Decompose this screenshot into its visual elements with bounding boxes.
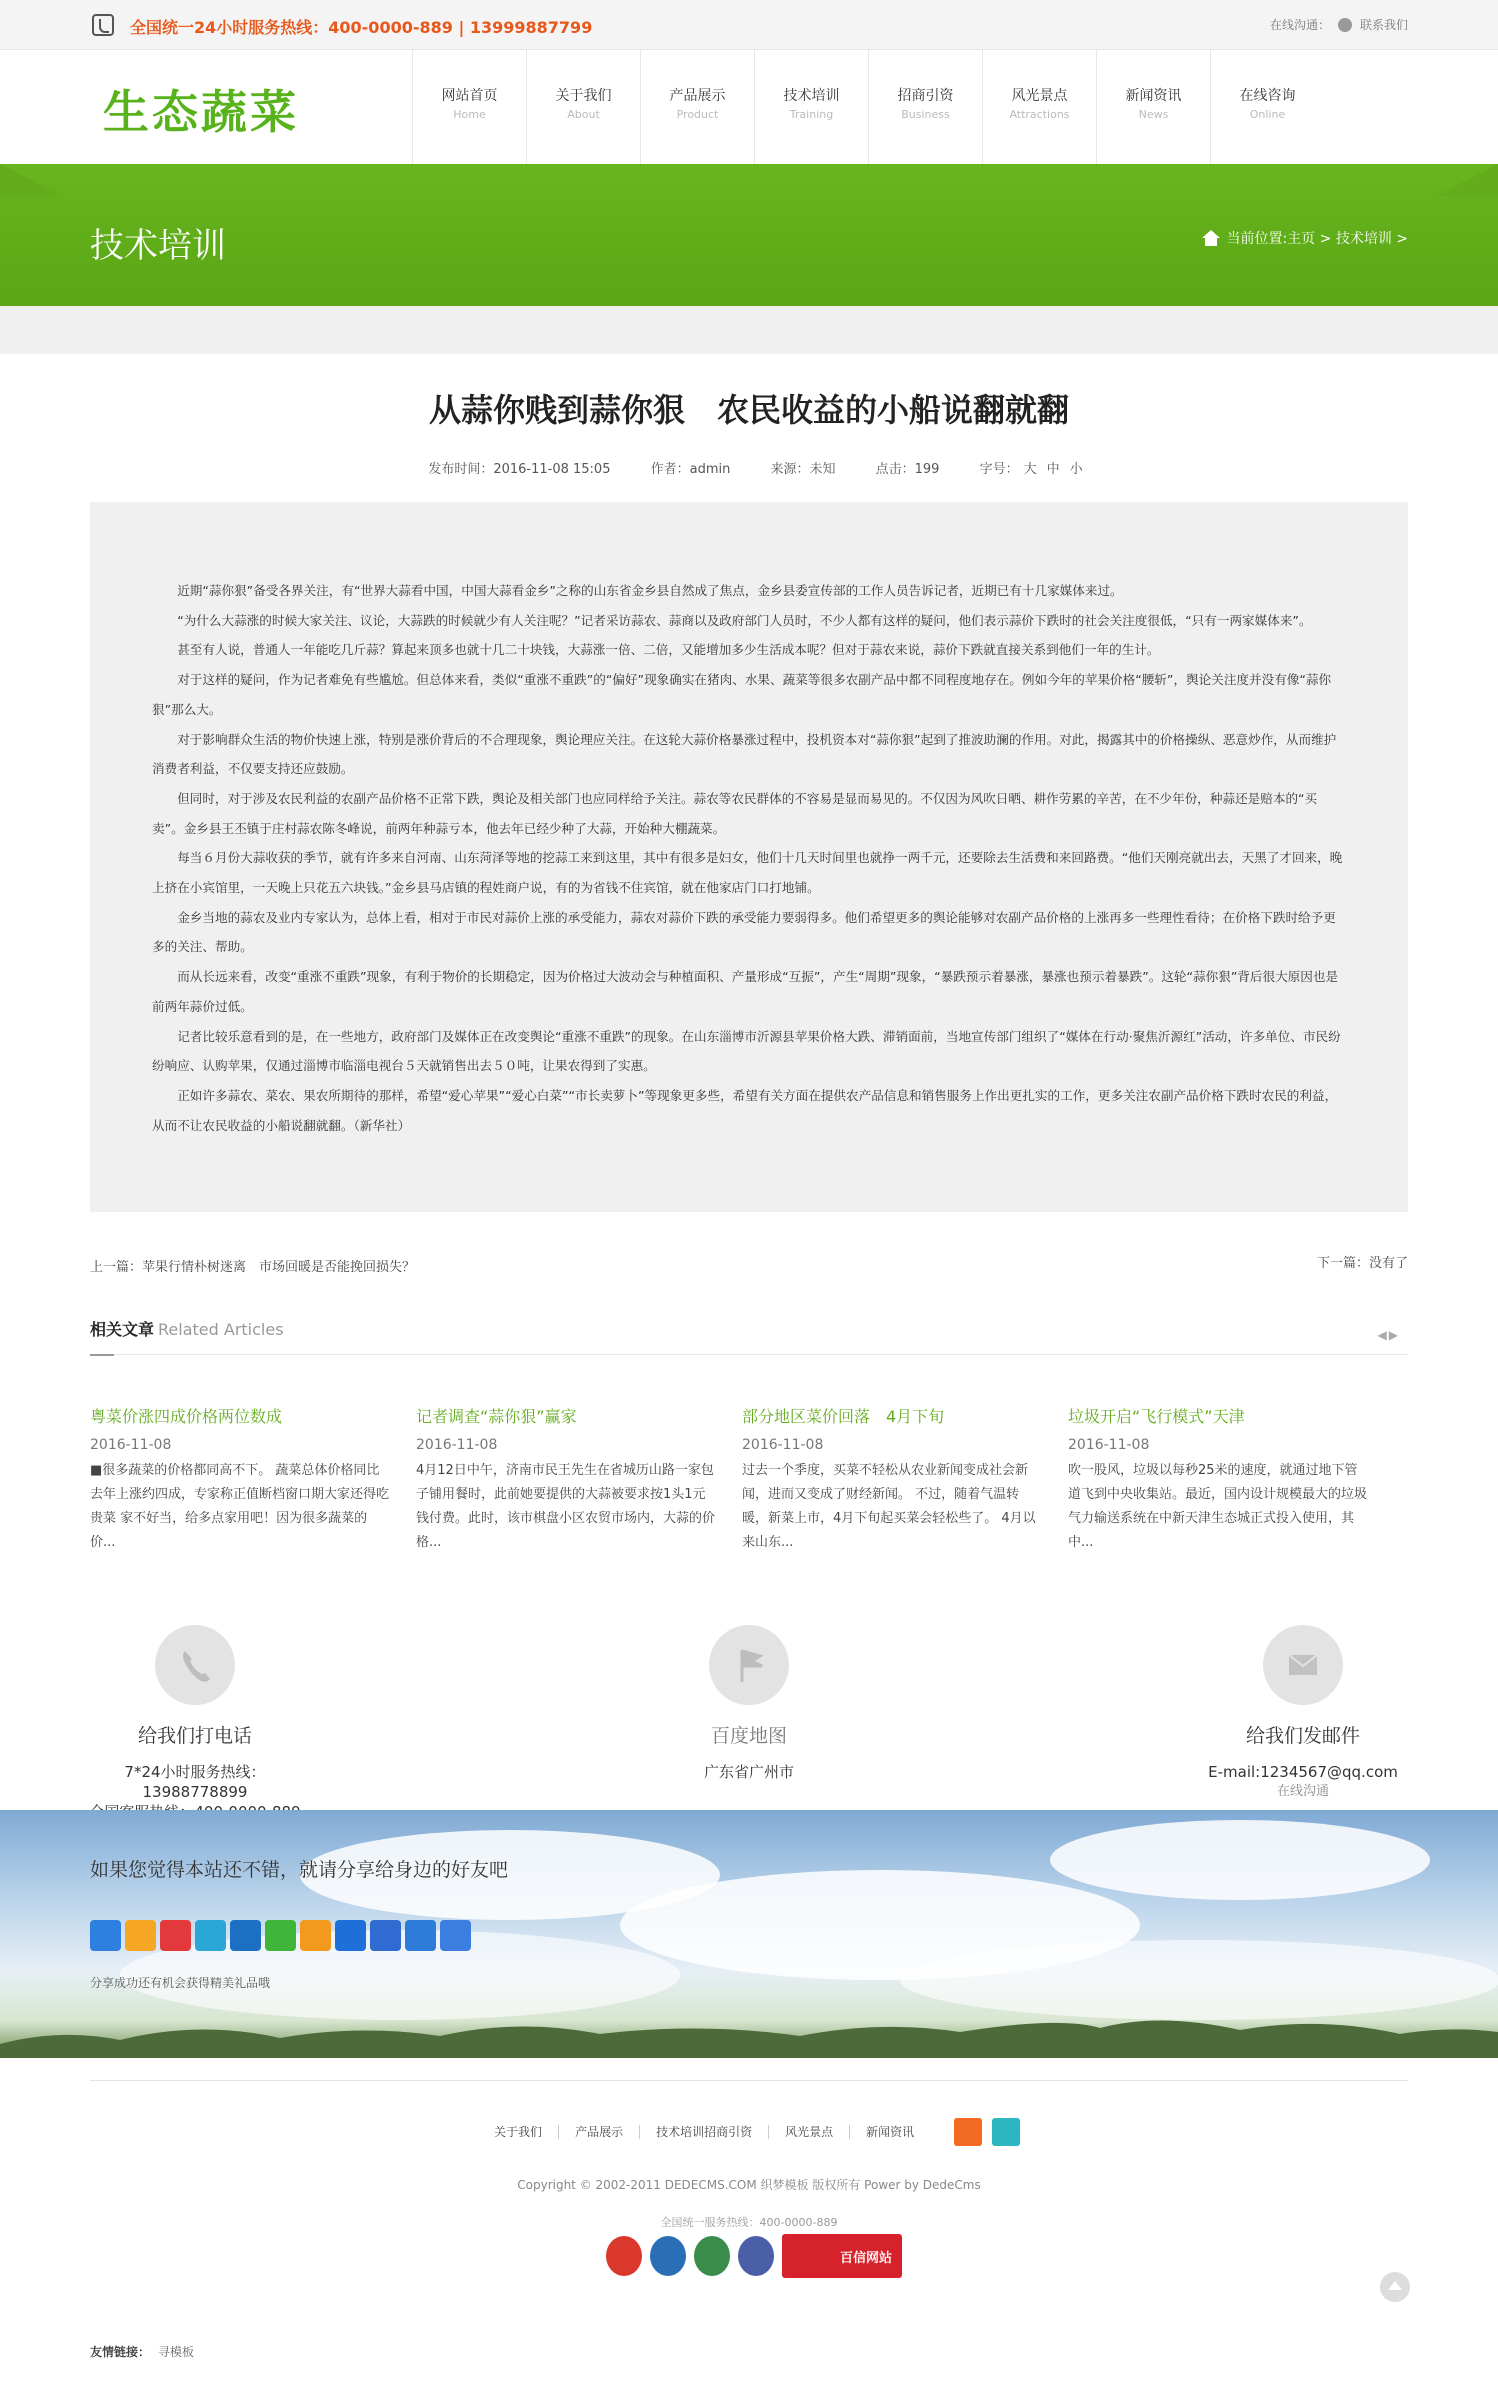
related-item-excerpt: 4月12日中午，济南市民王先生在省城历山路一家包子铺用餐时，此前她要提供的大蒜被要求按1头1元钱付费。此时，该市棋盘小区农贸市场内，大蒜的价格... [416,1463,716,1550]
treeline [0,2010,1498,2058]
weibo-icon[interactable] [954,2118,982,2146]
nav-item-product[interactable] [640,50,754,164]
paragraph: 而从长远来看，改变“重涨不重跌”现象，有利于物价的长期稳定，因为价格过大波动会与种植面积、产量形成“互振”，产生“周期”现象，“暴跌预示着暴涨，暴涨也预示着暴跌”。这轮“蒜你狠”背后很大原因也是前两年蒜价过低。 [152,969,1339,1014]
related-item[interactable] [416,1404,716,1555]
publish-date: 发布时间：2016-11-08 15:05 [428,462,611,477]
phone-icon [92,14,114,36]
related-title: 相关文章 [90,1320,155,1339]
share-icons [90,1920,471,1951]
nav-item-training[interactable] [754,50,868,164]
nav-item-online[interactable] [1210,50,1324,164]
related-item-title[interactable]: 粤菜价涨四成价格两位数成 [90,1407,283,1426]
nav-item-attractions[interactable] [982,50,1096,164]
related-arrows[interactable] [1378,1328,1400,1342]
weibo-icon[interactable] [160,1920,191,1951]
nav-item-business[interactable] [868,50,982,164]
author: 作者：admin [650,462,731,477]
related-title-en: Related Articles [158,1320,284,1339]
home-icon [1202,230,1220,246]
links-label: 友情链接： [90,2345,151,2359]
copy-icon[interactable] [440,1920,471,1951]
police-badge-icon[interactable] [606,2236,642,2276]
tieba-icon[interactable] [370,1920,401,1951]
top-bar [0,0,1498,50]
paragraph: 但同时，对于涉及农民利益的农副产品价格不正常下跌，舆论及相关部门也应同样给予关注。蒜农等农民群体的不容易是显而易见的。不仅因为风吹日晒、耕作劳累的辛苦，在不少年份，种蒜还是赔本的“买卖”。金乡县王丕镇于庄村蒜农陈冬峰说，前两年种蒜亏本，他去年已经少种了大蒜，开始种大棚蔬菜。 [152,790,1318,836]
paragraph: 对于这样的疑问，作为记者难免有些尴尬。但总体来看，类似“重涨不重跌”的“偏好”现象确实在猪肉、水果、蔬菜等很多农副产品中都不同程度地存在。例如今年的苹果价格“腰斩”，舆论关注度并没有像“蒜你狠”那么大。 [152,672,1332,717]
cloud [900,1940,1498,2020]
nav-label-en: About [567,108,600,121]
related-item-excerpt: 吹一股风，垃圾以每秒25米的速度，就通过地下管道飞到中央收集站。最近，国内设计规模最大的垃圾气力输送系统在中新天津生态城正式投入使用，其中... [1068,1463,1368,1550]
contact-line: 7*24小时服务热线：13988778899 [124,1763,266,1801]
more-share-icon[interactable] [90,1920,121,1951]
back-to-top-button[interactable] [1380,2272,1410,2302]
site-logo[interactable]: 生态蔬菜 [103,85,299,139]
related-item-date: 2016-11-08 [742,1437,824,1453]
source: 来源：未知 [770,462,836,477]
related-item-title[interactable]: 垃圾开启“飞行模式”天津 [1068,1407,1245,1426]
paragraph: 对于影响群众生活的物价快速上涨，特别是涨价背后的不合理现象，舆论理应关注。在这轮大蒜价格暴涨过程中，投机资本对“蒜你狠”起到了推波助澜的作用。对此，揭露其中的价格操纵、恶意炒作，从而维护消费者利益，不仅要支持还应鼓励。 [152,731,1337,777]
paragraph: 甚至有人说，普通人一年能吃几斤蒜？算起来顶多也就十几二十块钱，大蒜涨一倍、二倍，又能增加多少生活成本呢？但对于蒜农来说，蒜价下跌就直接关系到他们一年的生计。 [177,642,1160,658]
nav-label-en: Home [453,108,486,121]
article-body [90,502,1408,1212]
trust-badges [606,2234,902,2278]
click-count: 点击：199 [875,462,940,477]
nav-label-en: Attractions [1009,108,1070,121]
related-item[interactable] [90,1404,390,1555]
tencent-weibo-icon[interactable] [195,1920,226,1951]
paragraph: 正如许多蒜农、菜农、果农所期待的那样，希望“爱心苹果”“爱心白菜”“市长卖萝卜”等现象更多些，希望有关方面在提供农产品信息和销售服务上作出更扎实的工作，更多关注农副产品价格下跌时农民的利益，从而不让农民收益的小船说翻就翻。（新华社） [152,1087,1338,1133]
nav-item-news[interactable] [1096,50,1210,164]
contact-phone [80,1625,310,1822]
contact-label: 百度地图 [710,1725,787,1747]
paragraph: 每当６月份大蒜收获的季节，就有许多来自河南、山东菏泽等地的挖蒜工来到这里，其中有很多是妇女，他们十几天时间里也就挣一两千元，还要除去生活费和来回路费。“他们天刚亮就出去，天黑了才回来，晚上挤在小宾馆里，一天晚上只花五六块钱。”金乡县马店镇的程姓商户说，有的为省钱不住宾馆，就在他家店门口打地铺。 [152,850,1343,896]
related-heading [90,1317,284,1340]
online-chat-label[interactable]: 在线沟通： [1269,18,1330,32]
paragraph: 记者比较乐意看到的是，在一些地方，政府部门及媒体正在改变舆论“重涨不重跌”的现象。在山东淄博市沂源县苹果价格大跌、滞销面前，当地宣传部门组织了“媒体在行动·聚焦沂源红”活动，许多单位、市民纷纷响应、认购苹果，仅通过淄博市临淄电视台５天就销售出去５０吨，让果农得到了实惠。 [152,1028,1341,1074]
breadcrumb [1202,228,1408,248]
nav-item-about[interactable] [526,50,640,164]
paragraph: 近期“蒜你狠”备受各界关注，有“世界大蒜看中国，中国大蒜看金乡”之称的山东省金乡县自然成了焦点，金乡县委宣传部的工作人员告诉记者，近期已有十几家媒体来过。 [177,583,1123,598]
nav-label: 风光景点 [1011,88,1068,104]
favorite-icon[interactable] [125,1920,156,1951]
map-flag-icon[interactable] [709,1625,789,1705]
credit-badge-icon[interactable] [694,2236,730,2276]
nav-label-en: Online [1249,108,1286,121]
nav-label: 关于我们 [555,88,612,104]
footer-nav [0,2118,1498,2146]
footer-link-attractions[interactable]: 风光景点 [769,2125,850,2139]
nav-label: 招商引资 [897,88,954,104]
font-size-small[interactable]: 小 [1069,462,1083,477]
contact-mail [1188,1625,1418,1802]
renren-icon[interactable] [230,1920,261,1951]
footer-divider [90,2080,1408,2081]
contact-line: E-mail:1234567@qq.com [1208,1763,1398,1781]
top-links [1270,16,1408,33]
related-divider [90,1354,1408,1355]
footer-link-about[interactable]: 关于我们 [478,2125,559,2139]
person-icon[interactable] [1338,18,1352,32]
contact-label: 给我们发邮件 [1245,1725,1360,1747]
hotline-text: 全国统一24小时服务热线：400-0000-889 | 13999887799 [130,18,593,37]
nav-label: 新闻资讯 [1125,88,1182,104]
related-item-date: 2016-11-08 [90,1437,172,1453]
related-item-title[interactable]: 部分地区菜价回落 4月下旬 [742,1407,945,1426]
nav-label-en: News [1138,108,1169,121]
arrow-left-icon[interactable]: ◀ [1377,1328,1389,1342]
online-chat-link[interactable]: 在线沟通 [1276,1784,1329,1799]
footer-link-product[interactable]: 产品展示 [559,2125,640,2139]
copyright: Copyright © 2002-2011 DEDECMS.COM 织梦模板 版权所有 Power by DedeCms [517,2178,981,2192]
qq-icon[interactable] [335,1920,366,1951]
nav-label: 在线咨询 [1239,88,1296,104]
footer-link-news[interactable]: 新闻资讯 [866,2124,915,2139]
nav-label-en: Product [676,108,719,121]
nav-label-en: Training [789,108,834,121]
related-item-date: 2016-11-08 [416,1437,498,1453]
article-title: 从蒜你贱到蒜你狠 农民收益的小船说翻就翻 [428,391,1069,429]
paragraph: 金乡当地的蒜农及业内专家认为，总体上看，相对于市民对蒜价上涨的承受能力，蒜农对蒜价下跌的承受能力要弱得多。他们希望更多的舆论能够对农副产品价格的上涨再多一些理性看待；在价格下跌时给予更多的关注、帮助。 [152,909,1336,955]
page-title: 技术培训 [90,226,226,266]
footer-link-training[interactable]: 技术培训招商引资 [640,2125,769,2139]
nav-item-home[interactable] [412,50,526,164]
people-icon[interactable] [405,1920,436,1951]
friend-link[interactable]: 寻模板 [158,2345,195,2359]
related-item-excerpt: ■很多蔬菜的价格都同高不下。 蔬菜总体价格同比去年上涨约四成，专家称正值断档窗口期大家还得吃贵菜 家不好当，给多点家用吧！因为很多蔬菜的价... [90,1463,390,1550]
wechat-icon[interactable] [265,1920,296,1951]
nav-label: 产品展示 [669,88,726,104]
main-nav [412,50,1324,164]
gray-band [0,306,1498,354]
verified-badge-icon[interactable] [738,2236,774,2276]
header [0,50,1498,164]
related-item-excerpt: 过去一个季度，买菜不轻松从农业新闻变成社会新闻，进而又变成了财经新闻。 不过，随着气温转暖，新菜上市，4月下旬起买菜会轻松些了。 4月以来山东... [742,1463,1036,1550]
next-article-link[interactable]: 下一篇：没有了 [1316,1256,1408,1271]
banner-corner-left [0,164,62,196]
kaixin-icon[interactable] [300,1920,331,1951]
related-item[interactable] [1068,1404,1368,1555]
share-heading: 如果您觉得本站还不错，就请分享给身边的好友吧 [90,1859,509,1881]
baixin-badge[interactable]: 百信网站 [782,2234,902,2278]
friend-links [90,2343,194,2360]
banner-corner-right [1436,164,1498,196]
contact-map [634,1625,864,1782]
contact-link[interactable]: 联系我们 [1359,18,1408,32]
tencent-weibo-icon[interactable] [992,2118,1020,2146]
nav-label-en: Business [901,108,950,121]
page-banner [0,164,1498,306]
font-size-label: 字号： [979,462,1019,477]
article-meta [0,458,1498,477]
font-size-large[interactable]: 大 [1023,462,1037,477]
phone-icon[interactable] [155,1625,235,1705]
footer-hotline: 全国统一服务热线：400-0000-889 [660,2216,838,2229]
mail-icon[interactable] [1263,1625,1343,1705]
contact-label: 给我们打电话 [137,1725,252,1747]
arrow-right-icon[interactable]: ▶ [1388,1328,1400,1342]
font-size-medium[interactable]: 中 [1046,462,1060,477]
related-item-date: 2016-11-08 [1068,1437,1150,1453]
related-item[interactable] [742,1404,1042,1555]
cloud [1050,1820,1430,1900]
paragraph: “为什么大蒜涨的时候大家关注、议论，大蒜跌的时候就少有人关注呢？”记者采访蒜农、蒜商以及政府部门人员时，不少人都有这样的疑问，他们表示蒜价下跌时的社会关注度很低，“只有一两家媒体来”。 [177,612,1312,628]
breadcrumb-text[interactable]: 当前位置:主页 > 技术培训 > [1226,231,1408,247]
contact-line: 广东省广州市 [703,1763,794,1781]
security-badge-icon[interactable] [650,2236,686,2276]
related-item-title[interactable]: 记者调查“蒜你狠”赢家 [416,1407,577,1426]
nav-label: 网站首页 [441,88,498,104]
prev-article-link[interactable]: 上一篇：苹果行情朴树迷离 市场回暖是否能挽回损失？ [90,1260,416,1275]
share-note: 分享成功还有机会获得精美礼品哦 [90,1976,271,1990]
share-section [0,1810,1498,2058]
nav-label: 技术培训 [783,88,840,104]
